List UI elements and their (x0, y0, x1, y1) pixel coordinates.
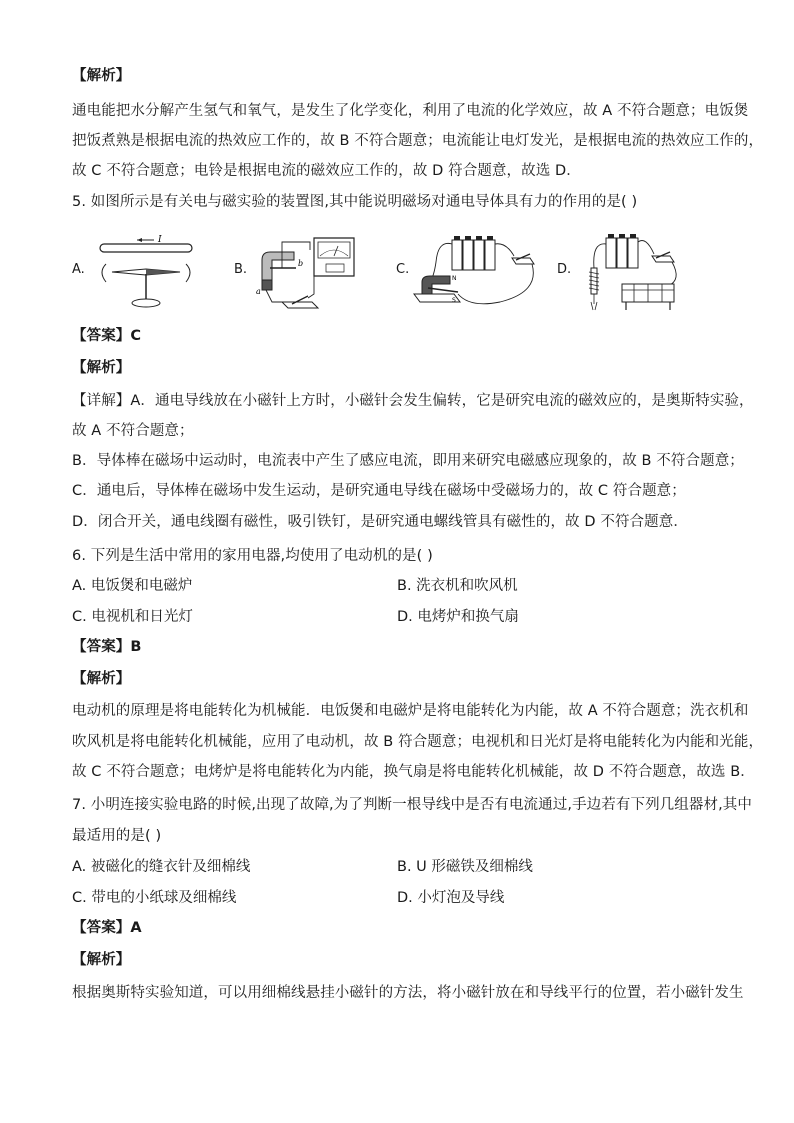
analysis-line: 电动机的原理是将电能转化为机械能．电饭煲和电磁炉是将电能转化为内能，故 A 不符合题意；洗衣机和 (72, 703, 749, 719)
battery-pack (606, 234, 638, 268)
analysis-line: 通电能把水分解产生氢气和氧气，是发生了化学变化，利用了电流的化学效应，故 A 不符合题意；电饭煲 (72, 103, 749, 119)
figure-b-induction-diagram (252, 232, 362, 317)
analysis-heading: 【解析】 (72, 952, 131, 968)
detail-line: 故 A 不符合题意； (72, 423, 194, 439)
figure-b-label: B. (234, 262, 248, 277)
option-a: A. 被磁化的缝衣针及细棉线 (72, 859, 251, 875)
detail-line: 【详解】A．通电导线放在小磁针上方时，小磁针会发生偏转，它是研究电流的磁效应的，是奥斯特实验， (72, 393, 754, 409)
question-7-stem: 7. 小明连接实验电路的时候,出现了故障,为了判断一根导线中是否有电流通过,手边若有下列几组器材,其中 (72, 797, 752, 813)
question-6-stem: 6. 下列是生活中常用的家用电器,均使用了电动机的是( ) (72, 548, 433, 564)
answer-label: 【答案】B (72, 639, 142, 655)
figure-d-electromagnet-diagram (578, 228, 688, 318)
option-c: C. 带电的小纸球及细棉线 (72, 890, 237, 906)
battery-pack (452, 236, 495, 270)
option-c: C. 电视机和日光灯 (72, 609, 193, 625)
point-a-mark: a (256, 287, 261, 296)
figure-c-label: C. (396, 262, 410, 277)
option-b: B. U 形磁铁及细棉线 (397, 859, 533, 875)
analysis-line: 故 C 不符合题意；电烤炉是将电能转化为内能，换气扇是将电能转化机械能，故 D 不符合题意，故选 B． (72, 764, 755, 780)
option-d: D. 电烤炉和换气扇 (397, 609, 519, 625)
figure-c-motor-effect-diagram (410, 232, 550, 312)
option-a: A. 电饭煲和电磁炉 (72, 578, 193, 594)
analysis-line: 吹风机是将电能转化机械能，应用了电动机，故 B 符合题意；电视机和日光灯是将电能转化为内能和光能， (72, 734, 764, 750)
figure-d-label: D. (557, 262, 572, 277)
pole-n-mark: N (452, 275, 457, 282)
option-d: D. 小灯泡及导线 (397, 890, 505, 906)
question-5-stem: 5. 如图所示是有关电与磁实验的装置图,其中能说明磁场对通电导体具有力的作用的是( ) (72, 194, 638, 210)
question-7-stem: 最适用的是( ) (72, 828, 162, 844)
analysis-heading: 【解析】 (72, 671, 131, 687)
current-mark: I (158, 235, 162, 245)
analysis-heading: 【解析】 (72, 68, 131, 84)
point-b-mark: b (298, 259, 304, 268)
figure-a-label: A. (72, 262, 85, 277)
analysis-line: 把饭煮熟是根据电流的热效应工作的，故 B 不符合题意；电流能让电灯发光，是根据电流的热效应工作的， (72, 133, 764, 149)
pole-s-mark: S (452, 297, 456, 304)
answer-label: 【答案】C (72, 328, 142, 344)
detail-line: C．通电后，导体棒在磁场中发生运动，是研究通电导线在磁场中受磁场力的，故 C 符合题意； (72, 483, 686, 499)
analysis-line: 故 C 不符合题意；电铃是根据电流的磁效应工作的，故 D 符合题意，故选 D． (72, 163, 581, 179)
figure-a-oersted-diagram (92, 232, 202, 312)
analysis-line: 根据奥斯特实验知道，可以用细棉线悬挂小磁针的方法，将小磁针放在和导线平行的位置，若小磁针发生 (72, 985, 744, 1001)
option-b: B. 洗衣机和吹风机 (397, 578, 518, 594)
analysis-heading: 【解析】 (72, 360, 131, 376)
detail-line: B．导体棒在磁场中运动时，电流表中产生了感应电流，即用来研究电磁感应现象的，故 B 不符合题意； (72, 453, 744, 469)
detail-line: D．闭合开关，通电线圈有磁性，吸引铁钉，是研究通电螺线管具有磁性的，故 D 不符合题意． (72, 514, 688, 530)
answer-label: 【答案】A (72, 920, 142, 936)
